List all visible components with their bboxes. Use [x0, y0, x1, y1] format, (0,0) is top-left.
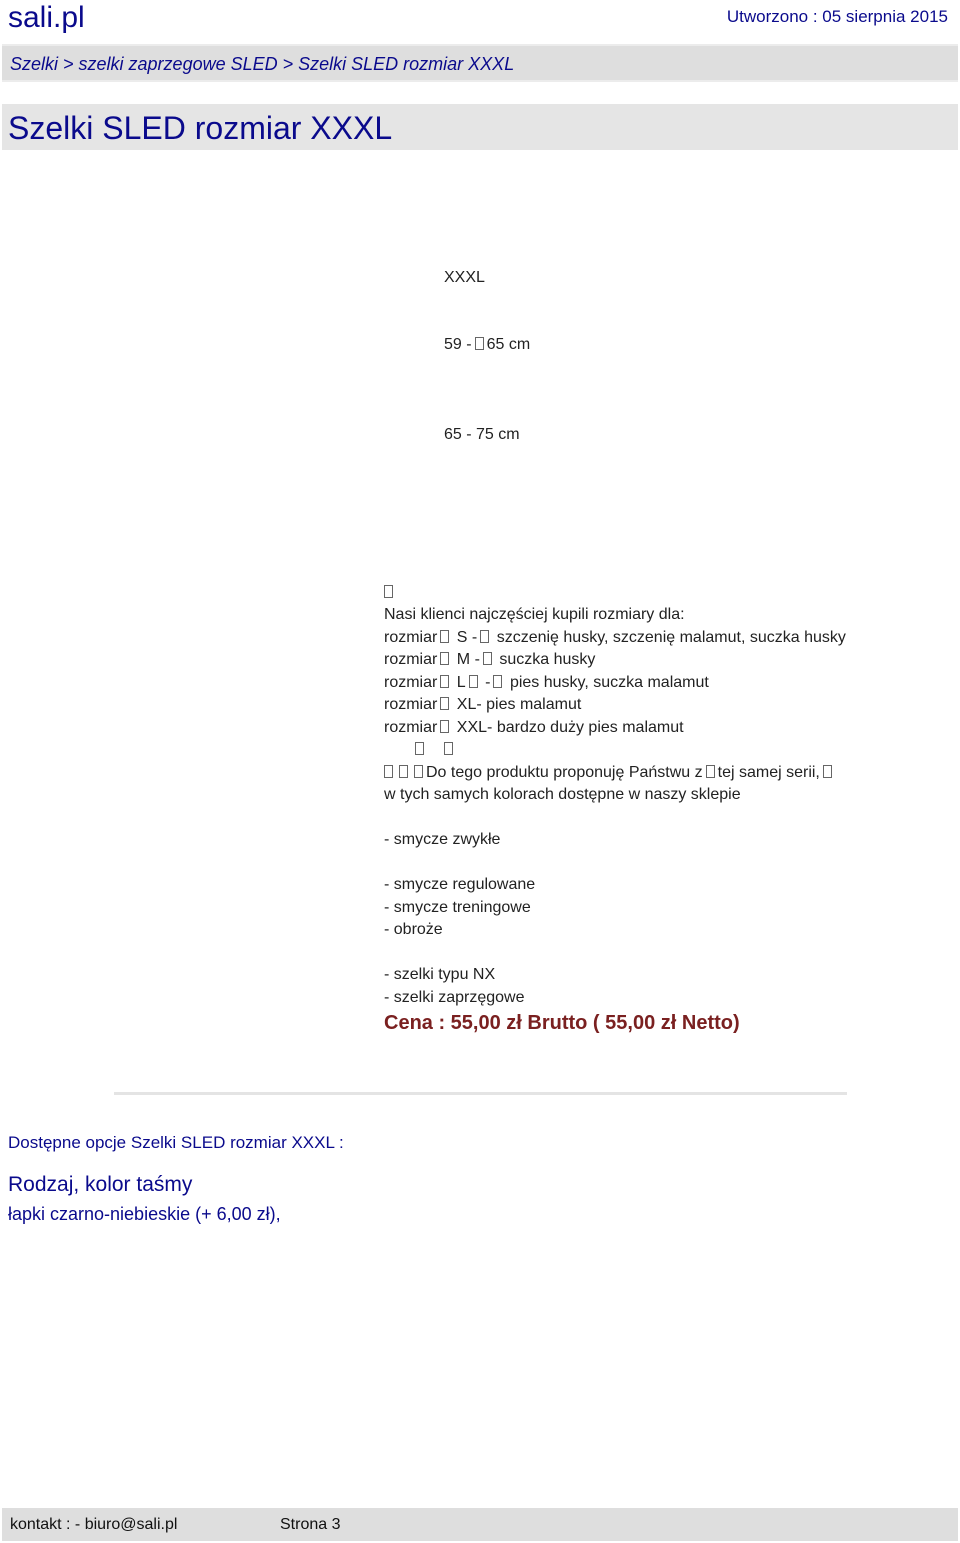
page-title: Szelki SLED rozmiar XXXL	[8, 110, 393, 146]
missing-glyph-icon	[440, 675, 449, 688]
missing-glyph-icon	[823, 765, 832, 778]
size-line-mid: S -	[456, 629, 478, 646]
option-item[interactable]: łapki czarno-niebieskie (+ 6,00 zł),	[8, 1204, 281, 1224]
size-line-post: szczenię husky, szczenię malamut, suczka husky	[496, 629, 846, 646]
missing-glyph-icon	[475, 337, 484, 350]
missing-glyph-icon	[384, 585, 393, 598]
size-line-mid: M -	[456, 651, 480, 668]
size-line-pre: rozmiar	[384, 719, 438, 736]
size-line-m	[384, 649, 595, 671]
size-line-mid2: -	[485, 674, 491, 691]
footer	[2, 1508, 958, 1541]
missing-glyph-icon	[440, 697, 449, 710]
title-bar	[2, 104, 958, 150]
size-line-mid: L	[456, 674, 466, 691]
missing-glyph-icon	[480, 630, 489, 643]
size-label: XXXL	[444, 269, 485, 286]
footer-contact[interactable]: kontakt : - biuro@sali.pl	[10, 1516, 178, 1533]
breadcrumb[interactable]: Szelki > szelki zaprzegowe SLED > Szelki SLED rozmiar XXXL	[10, 54, 515, 74]
size-line-pre: rozmiar	[384, 674, 438, 691]
missing-glyph-icon	[399, 765, 408, 778]
product-item: - smycze treningowe	[384, 899, 531, 916]
price: Cena : 55,00 zł Brutto ( 55,00 zł Netto)	[384, 1012, 740, 1034]
size-line-mid: XL- pies malamut	[456, 696, 582, 713]
options-heading: Dostępne opcje Szelki SLED rozmiar XXXL :	[8, 1133, 344, 1152]
missing-glyph-icon	[415, 742, 424, 755]
option-group-label: Rodzaj, kolor taśmy	[8, 1173, 193, 1196]
missing-glyph-icon	[440, 652, 449, 665]
size-line-post: pies husky, suczka malamut	[509, 674, 709, 691]
chest-range: 65 - 75 cm	[444, 426, 520, 443]
missing-glyph-icon	[469, 675, 478, 688]
neck-range-start: 59 -	[444, 336, 472, 353]
size-line-post: suczka husky	[499, 651, 596, 668]
missing-glyph-icon	[706, 765, 715, 778]
size-line-pre: rozmiar	[384, 651, 438, 668]
missing-glyph-icon	[483, 652, 492, 665]
size-line-pre: rozmiar	[384, 696, 438, 713]
propose-line-2: w tych samych kolorach dostępne w naszy sklepie	[384, 786, 741, 803]
size-line-l	[384, 672, 709, 694]
product-item: - smycze regulowane	[384, 876, 536, 893]
description-intro: Nasi klienci najczęściej kupili rozmiary dla:	[384, 606, 685, 623]
propose-text-b: tej samej serii,	[717, 764, 820, 781]
missing-glyph-icon	[444, 742, 453, 755]
missing-glyph-icon	[384, 765, 393, 778]
site-logo[interactable]: sali.pl	[8, 1, 85, 34]
neck-range	[444, 334, 530, 356]
created-date: Utworzono : 05 sierpnia 2015	[726, 7, 948, 26]
neck-range-end: 65 cm	[486, 336, 531, 353]
product-item: - szelki zaprzęgowe	[384, 989, 525, 1006]
missing-glyph-row	[384, 582, 396, 604]
size-line-pre: rozmiar	[384, 629, 438, 646]
propose-text-a: Do tego produktu proponuję Państwu z	[426, 764, 703, 781]
size-line-mid: XXL- bardzo duży pies malamut	[456, 719, 684, 736]
product-item: - obroże	[384, 921, 443, 938]
size-line-xl	[384, 694, 581, 716]
missing-glyph-row	[412, 739, 456, 761]
page-number: Strona 3	[280, 1516, 341, 1533]
product-item: - szelki typu NX	[384, 966, 496, 983]
breadcrumb-bar	[2, 44, 958, 82]
missing-glyph-icon	[440, 630, 449, 643]
propose-line	[384, 762, 835, 784]
missing-glyph-icon	[440, 720, 449, 733]
size-line-xxl	[384, 717, 684, 739]
divider	[114, 1092, 847, 1095]
missing-glyph-icon	[414, 765, 423, 778]
size-line-s	[384, 627, 846, 649]
product-item: - smycze zwykłe	[384, 831, 501, 848]
missing-glyph-icon	[493, 675, 502, 688]
